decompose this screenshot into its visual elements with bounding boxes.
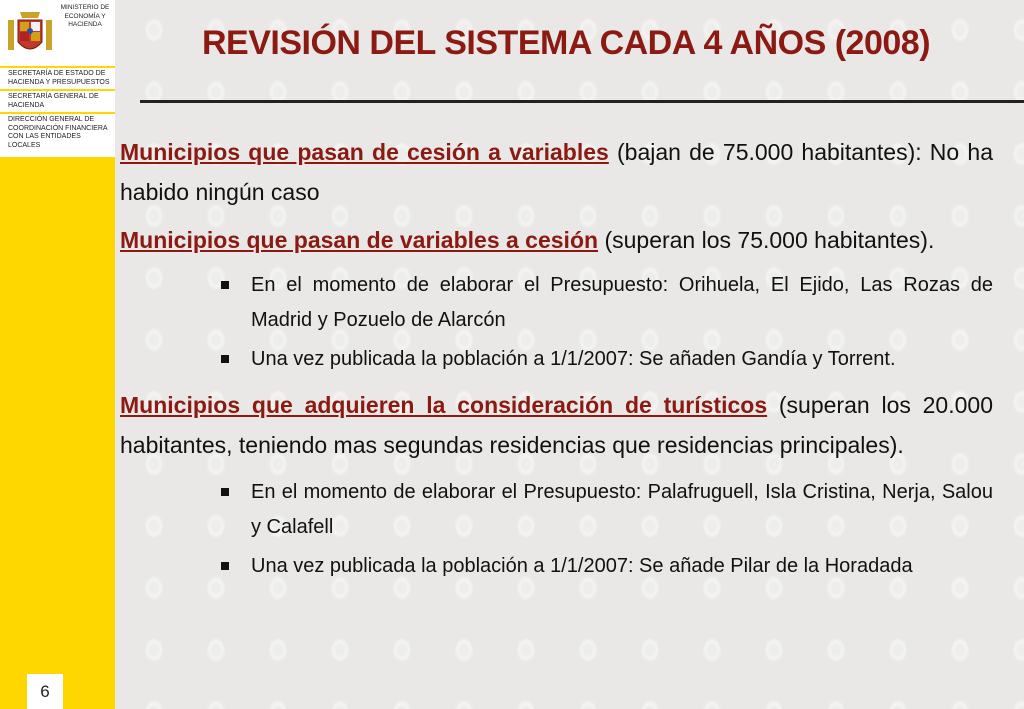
item-text: (superan los 20.000 habitantes, teniendo mas segundas residencias que residencias principales). — [120, 392, 993, 458]
secretaria-general-label: SECRETARÍA GENERAL DE HACIENDA — [0, 91, 115, 112]
square-bullet-icon — [221, 281, 229, 289]
slide-content — [120, 132, 993, 584]
bullet-text: En el momento de elaborar el Presupuesto: Palafruguell, Isla Cristina, Nerja, Salou y Calafell — [251, 481, 993, 538]
coat-of-arms-icon — [8, 6, 52, 60]
logo-area — [0, 0, 115, 66]
bullet-item — [251, 475, 993, 545]
item-text: (bajan de 75.000 habitantes): No ha habido ningún caso — [120, 139, 993, 205]
item-paragraph — [120, 220, 993, 260]
bullet-text: En el momento de elaborar el Presupuesto: Orihuela, El Ejido, Las Rozas de Madrid y Pozuelo de Alarcón — [251, 274, 993, 331]
item-paragraph — [120, 385, 993, 465]
item-text: (superan los 75.000 habitantes). — [598, 227, 935, 253]
square-bullet-icon — [221, 562, 229, 570]
square-bullet-icon — [221, 355, 229, 363]
bullet-item — [251, 549, 993, 584]
item-heading: Municipios que pasan de cesión a variables — [120, 139, 609, 165]
page-number: 6 — [27, 674, 63, 709]
direccion-general-label: DIRECCIÓN GENERAL DE COORDINACIÓN FINANCIERA CON LAS ENTIDADES LOCALES — [0, 114, 115, 157]
page-title: REVISIÓN DEL SISTEMA CADA 4 AÑOS (2008) — [202, 24, 931, 62]
bullet-text: Una vez publicada la población a 1/1/2007: Se añaden Gandía y Torrent. — [251, 348, 896, 370]
item-heading: Municipios que pasan de variables a cesión — [120, 227, 599, 253]
square-bullet-icon — [221, 488, 229, 496]
ministry-name: MINISTERIO DE ECONOMÍA Y HACIENDA — [60, 4, 110, 28]
bullet-item — [251, 342, 993, 377]
item-paragraph — [120, 132, 993, 212]
bullet-item — [251, 268, 993, 338]
title-divider — [140, 100, 1024, 103]
bullet-text: Una vez publicada la población a 1/1/2007: Se añade Pilar de la Horadada — [251, 555, 913, 577]
item-heading: Municipios que adquieren la consideración de turísticos — [120, 392, 768, 418]
secretaria-estado-label: SECRETARÍA DE ESTADO DE HACIENDA Y PRESUPUESTOS — [0, 68, 115, 89]
sidebar — [0, 0, 115, 709]
